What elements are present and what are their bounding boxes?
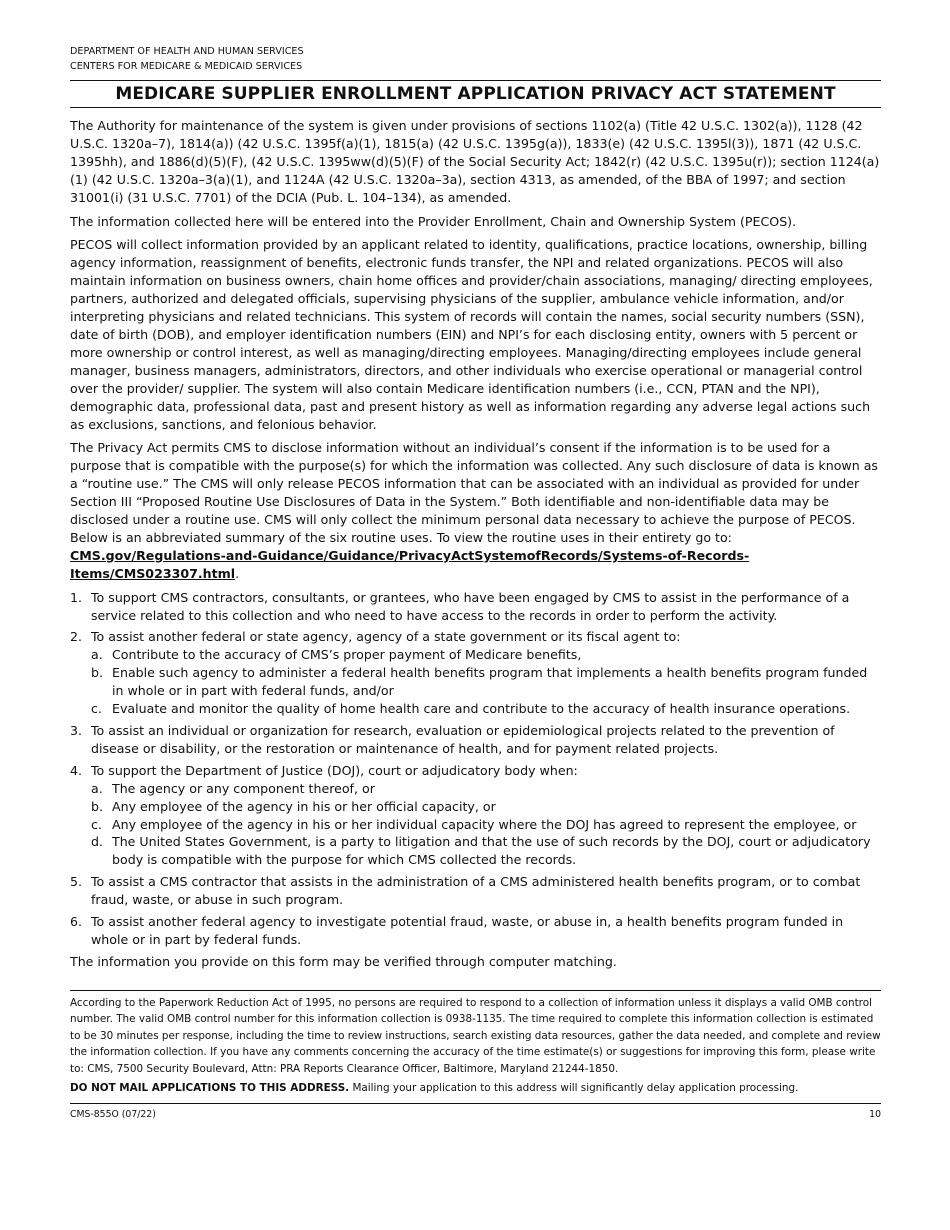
routine-use-text: To support CMS contractors, consultants, or grantees, who have been engaged by CMS to assist in the performance of a service related to this collection and who need to have access to the records in order to perform the activity. [91, 589, 850, 623]
routine-use-item [70, 628, 881, 718]
subitem-text: The agency or any component thereof, or [112, 780, 375, 796]
subitem-text: The United States Government, is a party to litigation and that the use of such records by the DOJ, court or adjudicatory body is compatible with the purpose for which CMS collected the records. [112, 834, 871, 868]
routine-use-subitem [91, 798, 881, 816]
subitem-text: Evaluate and monitor the quality of home health care and contribute to the accuracy of health insurance operations. [112, 701, 851, 717]
routine-use-number: 3. [70, 723, 83, 738]
routine-use-text: To assist another federal or state agency, agency of a state government or its fiscal agent to: [91, 629, 681, 645]
privacy-act-paragraph [70, 439, 881, 582]
do-not-mail-notice [70, 1080, 881, 1096]
agency-header [70, 44, 881, 74]
routine-use-number: 1. [70, 589, 83, 605]
subitem-text: Any employee of the agency in his or her individual capacity where the DOJ has agreed to represent the employee, or [112, 816, 857, 832]
paperwork-reduction-notice: According to the Paperwork Reduction Act of 1995, no persons are required to respond to a collection of information unless it displays a valid OMB control number. The valid OMB control number for this information collection is 0938-1135. The time required to complete this information collection is estimated to be 30 minutes per response, including the time to review instructions, search existing data resources, gather the data needed, and complete and review the information collection. If you have any comments concerning the accuracy of the time estimate(s) or suggestions for improving this form, please write to: CMS, 7500 Security Boulevard, Attn: PRA Reports Clearance Officer, Baltimore, Maryland 21244-1850. [70, 996, 881, 1075]
routine-use-number: 2. [70, 629, 83, 645]
subitem-letter: c. [91, 701, 102, 717]
routine-use-subitem [91, 664, 881, 700]
routine-use-subitem [91, 700, 881, 718]
do-not-mail-detail: Mailing your application to this address will significantly delay application processing. [349, 1082, 799, 1095]
subitem-text: Enable such agency to administer a federal health benefits program that implements a health benefits program funded in whole or in part with federal funds, and/or [112, 665, 868, 699]
routine-use-subitem [91, 833, 881, 869]
department-name: DEPARTMENT OF HEALTH AND HUMAN SERVICES [70, 46, 304, 57]
routine-use-item [70, 913, 881, 949]
subitem-letter: d. [91, 834, 103, 850]
authority-paragraph: The Authority for maintenance of the system is given under provisions of sections 1102(a) (Title 42 U.S.C. 1302(a)), 1128 (42 U.S.C. 1320a–7), 1814(a)) (42 U.S.C. 1395f(a)(1), 1815(a) (42 U.S.C. 1395g(a)), 1833(e) (42 U.S.C. 1395l(3)), 1871 (42 U.S.C. 1395hh), and 1886(d)(5)(F), (42 U.S.C. 1395ww(d)(5)(F) of the Social Security Act; 1842(r) (42 U.S.C. 1395u(r)); section 1124(a)(1) (42 U.S.C. 1320a–3(a)(1), and 1124A (42 U.S.C. 1320a–3a), section 4313, as amended, of the BBA of 1997; and section 31001(i) (31 U.S.C. 7701) of the DCIA (Pub. L. 104–134), as amended. [70, 118, 880, 205]
routine-use-text: To support the Department of Justice (DOJ), court or adjudicatory body when: [91, 762, 578, 778]
link-period: . [235, 565, 240, 581]
pecos-intro-paragraph: The information collected here will be entered into the Provider Enrollment, Chain and Ownership System (PECOS). [70, 213, 797, 229]
routine-use-item [70, 762, 881, 869]
routine-use-number: 4. [70, 762, 83, 778]
centers-name: CENTERS FOR MEDICARE & MEDICAID SERVICES [70, 61, 303, 72]
routine-use-item [70, 722, 881, 758]
subitem-letter: c. [91, 816, 102, 832]
routine-use-item [70, 873, 881, 909]
footer-top-rule [70, 990, 881, 991]
form-footer [70, 1108, 881, 1122]
verification-paragraph: The information you provide on this form may be verified through computer matching. [70, 953, 617, 969]
routine-use-text: To assist an individual or organization for research, evaluation or epidemiological projects related to the prevention of disease or disability, or the restoration or maintenance of health, and for payment related projects. [91, 723, 835, 756]
subitem-text: Contribute to the accuracy of CMS’s proper payment of Medicare benefits, [112, 647, 582, 663]
subitem-letter: a. [91, 647, 103, 663]
routine-use-number: 5. [70, 874, 83, 890]
do-not-mail-warning: DO NOT MAIL APPLICATIONS TO THIS ADDRESS. [70, 1082, 350, 1095]
routine-use-subitem [91, 816, 881, 834]
routine-uses-link[interactable]: CMS.gov/Regulations-and-Guidance/Guidance/PrivacyActSystemofRecords/Systems-of-Records-Items/CMS023307.html [70, 547, 750, 581]
privacy-act-text: The Privacy Act permits CMS to disclose information without an individual’s consent if the information is to be used for a purpose that is compatible with the purpose(s) for which the information was collected. Any such disclosure of data is known as a “routine use.” The CMS will only release PECOS information that can be associated with an individual as provided for under Section III “Proposed Routine Use Disclosures of Data in the System.” Both identifiable and non-identifiable data may be disclosed under a routine use. CMS will only collect the minimum personal data necessary to achieve the purpose of PECOS. Below is an abbreviated summary of the six routine uses. To view the routine uses in their entirety go to: [70, 440, 878, 545]
form-number: CMS-855O (07/22) [70, 1109, 156, 1121]
statement-body [70, 117, 881, 971]
routine-use-text: To assist another federal agency to investigate potential fraud, waste, or abuse in, a health benefits program funded in whole or in part by federal funds. [91, 914, 844, 947]
routine-uses-list [70, 589, 881, 949]
routine-use-number: 6. [70, 914, 83, 930]
page-number: 10 [869, 1109, 881, 1121]
subitem-letter: b. [91, 798, 103, 814]
title-bottom-rule [70, 107, 881, 108]
page-title: MEDICARE SUPPLIER ENROLLMENT APPLICATION PRIVACY ACT STATEMENT [115, 84, 836, 104]
subitem-text: Any employee of the agency in his or her official capacity, or [112, 798, 496, 814]
routine-use-sublist [91, 780, 881, 870]
footer-bottom-rule [70, 1103, 881, 1104]
routine-use-subitem [91, 646, 881, 664]
routine-use-item [70, 589, 881, 625]
routine-use-sublist [91, 646, 881, 718]
routine-use-subitem [91, 780, 881, 798]
subitem-letter: b. [91, 665, 103, 681]
routine-use-text: To assist a CMS contractor that assists in the administration of a CMS administered health benefits program, or to combat fraud, waste, or abuse in such program. [91, 874, 861, 908]
pecos-collect-paragraph: PECOS will collect information provided by an applicant related to identity, qualifications, practice locations, ownership, billing agency information, reassignment of benefits, electronic funds transfer, the NPI and related organizations. PECOS will also maintain information on business owners, chain home offices and provider/chain associations, managing/ directing employees, partners, authorized and delegated officials, supervising physicians of the supplier, ambulance vehicle information, and/or interpreting physicians and related technicians. This system of records will contain the names, social security numbers (SSN), date of birth (DOB), and employer identification numbers (EIN) and NPI’s for each disclosing entity, owners with 5 percent or more ownership or control interest, as well as managing/directing employees. Managing/directing employees include general manager, business managers, administrators, directors, and other individuals who exercise operational or managerial control over the provider/ supplier. The system will also contain Medicare identification numbers (i.e., CCN, PTAN and the NPI), demographic data, professional data, past and present history as well as information regarding any adverse legal actions such as exclusions, sanctions, and felonious behavior. [70, 237, 873, 432]
document-page [70, 44, 881, 1122]
subitem-letter: a. [91, 780, 103, 796]
